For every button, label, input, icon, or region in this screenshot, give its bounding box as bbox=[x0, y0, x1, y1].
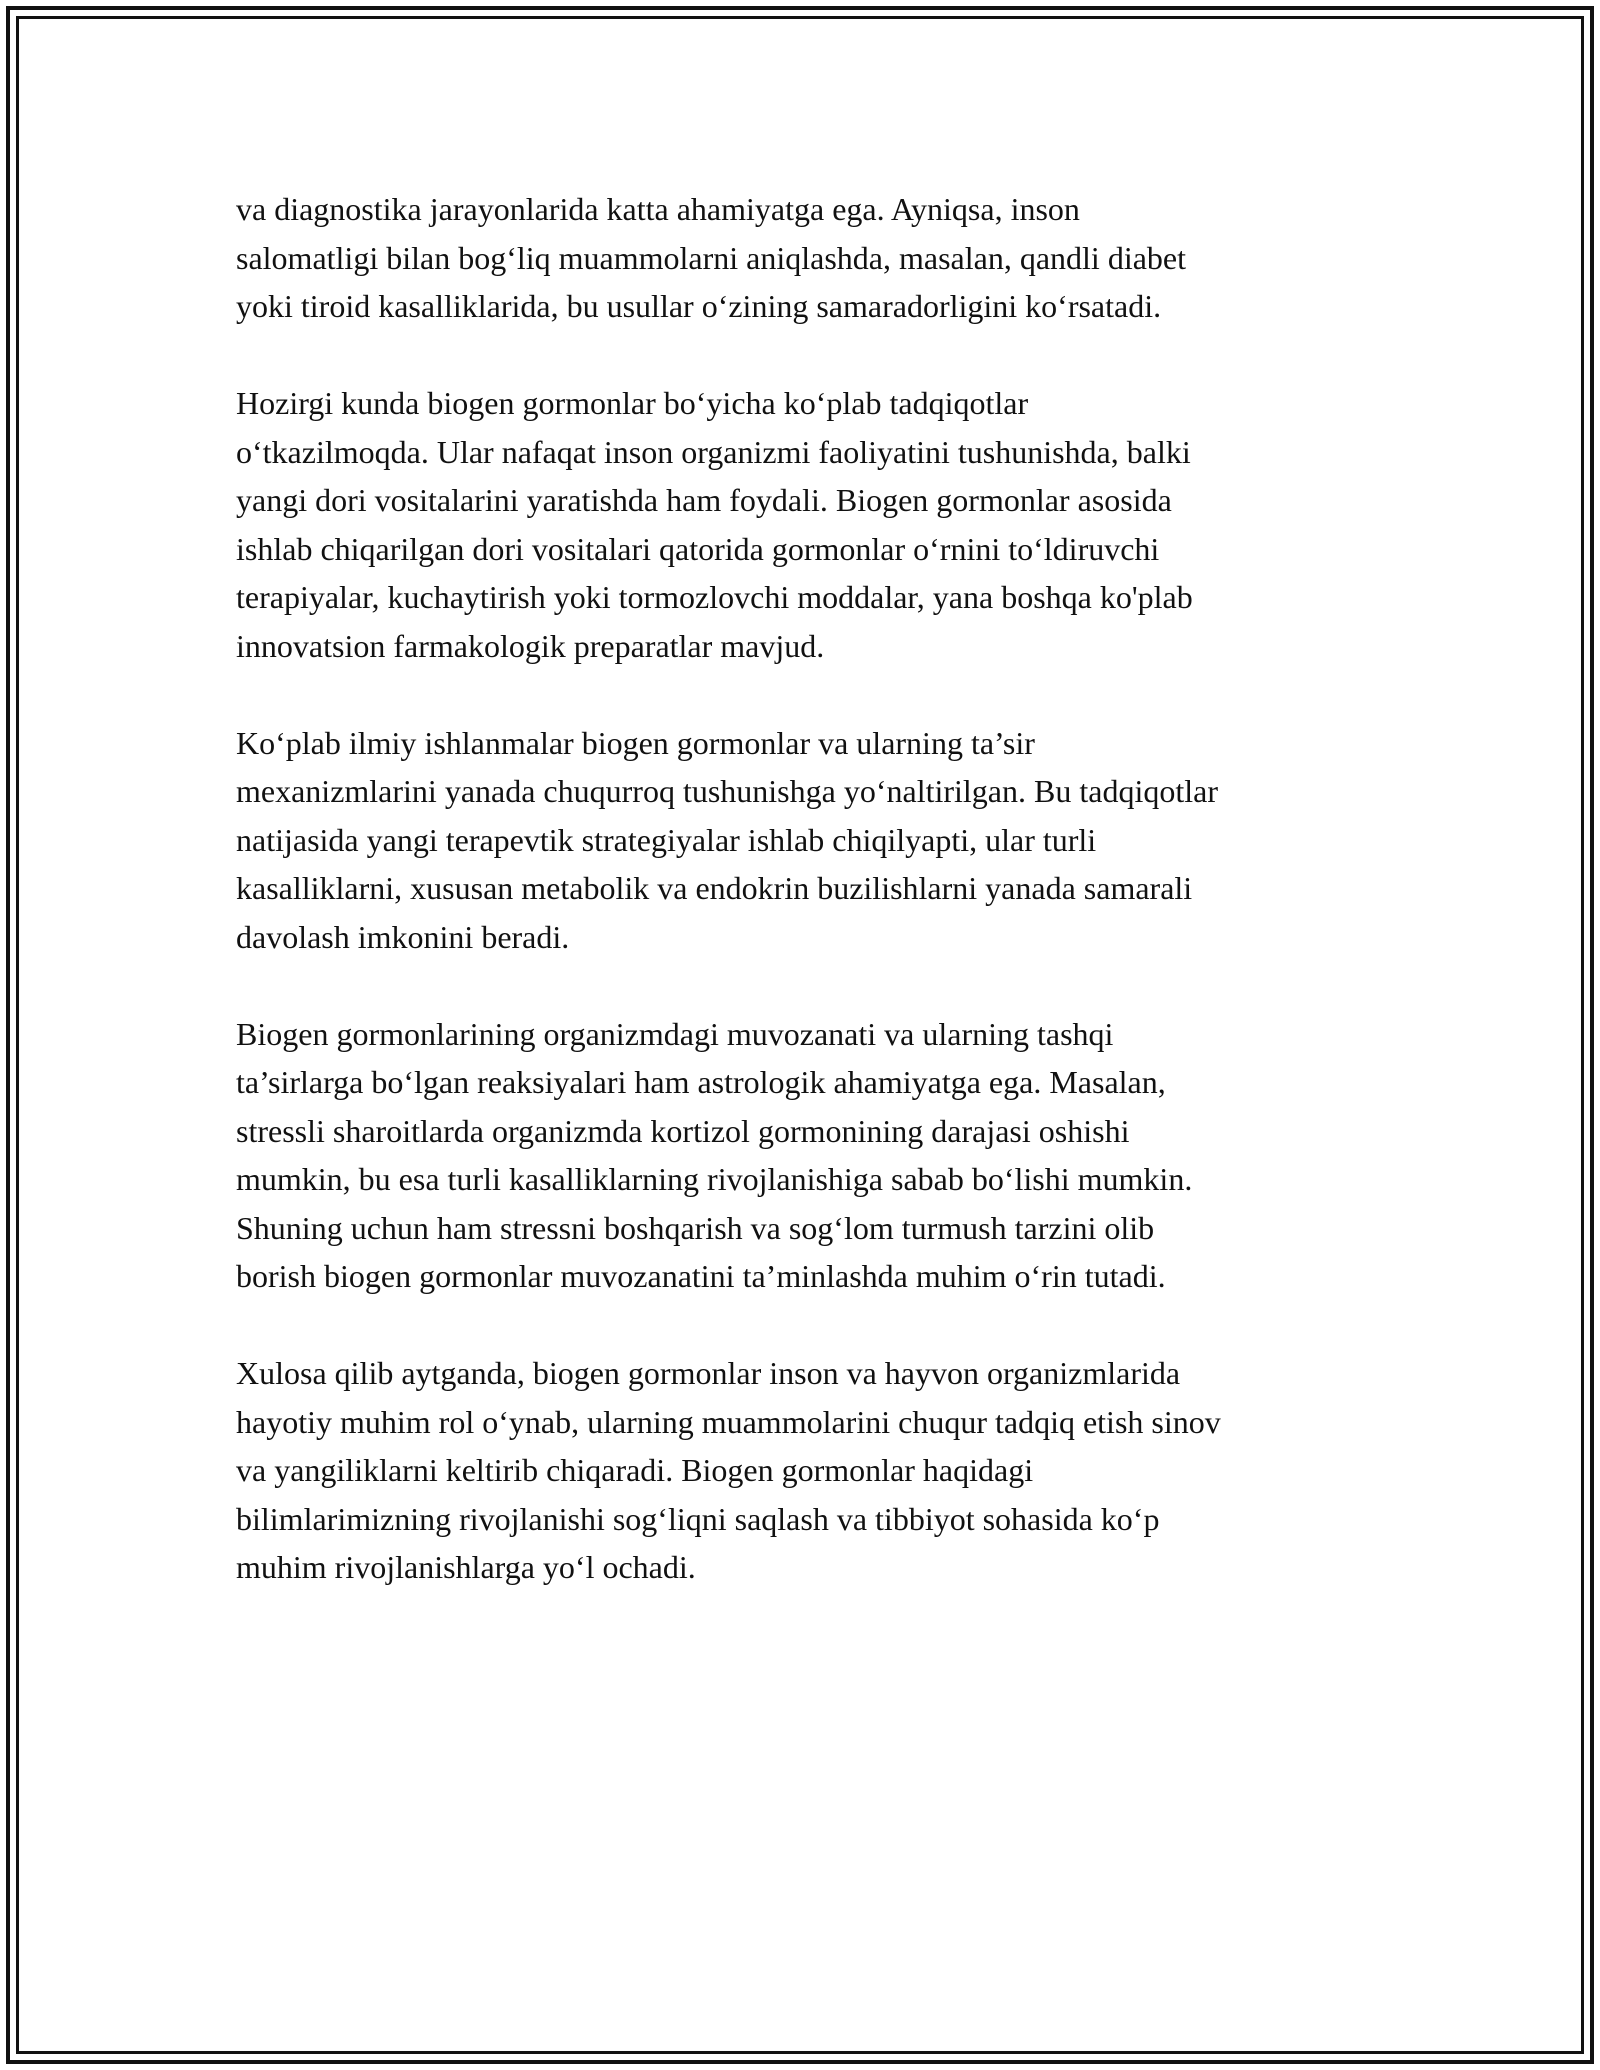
paragraph bbox=[236, 719, 1386, 962]
text-line: Xulosa qilib aytganda, biogen gormonlar inson va hayvon organizmlarida bbox=[236, 1355, 1181, 1391]
text-line: terapiyalar, kuchaytirish yoki tormozlovchi moddalar, yana boshqa ko'plab bbox=[236, 579, 1193, 615]
text-line: va yangiliklarni keltirib chiqaradi. Biogen gormonlar haqidagi bbox=[236, 1452, 1034, 1488]
text-line: ta’sirlarga bo‘lgan reaksiyalari ham astrologik ahamiyatga ega. Masalan, bbox=[236, 1064, 1166, 1100]
text-line: bilimlarimizning rivojlanishi sog‘liqni saqlash va tibbiyot sohasida ko‘p bbox=[236, 1500, 1160, 1537]
text-line: mumkin, bu esa turli kasalliklarning rivojlanishiga sabab bo‘lishi mumkin. bbox=[236, 1161, 1193, 1197]
paragraph bbox=[236, 185, 1386, 331]
text-line: kasalliklarni, xususan metabolik va endokrin buzilishlarni yanada samarali bbox=[236, 870, 1193, 906]
paragraph bbox=[236, 379, 1386, 670]
text-line: Biogen gormonlarining organizmdagi muvozanati va ularning tashqi bbox=[236, 1015, 1114, 1052]
text-line: natijasida yangi terapevtik strategiyalar ishlab chiqilyapti, ular turli bbox=[236, 821, 1097, 858]
document-body bbox=[236, 185, 1386, 1640]
text-line: mexanizmlarini yanada chuqurroq tushunishga yo‘naltirilgan. Bu tadqiqotlar bbox=[236, 773, 1218, 809]
text-line: o‘tkazilmoqda. Ular nafaqat inson organizmi faoliyatini tushunishda, balki bbox=[236, 433, 1191, 470]
text-line: ishlab chiqarilgan dori vositalari qatorida gormonlar o‘rnini to‘ldiruvchi bbox=[236, 530, 1160, 567]
text-line: salomatligi bilan bog‘liq muammolarni aniqlashda, masalan, qandli diabet bbox=[236, 239, 1186, 276]
text-line: borish biogen gormonlar muvozanatini ta’minlashda muhim o‘rin tutadi. bbox=[236, 1258, 1166, 1294]
paragraph bbox=[236, 1010, 1386, 1301]
text-line: muhim rivojlanishlarga yo‘l ochadi. bbox=[236, 1549, 696, 1585]
text-line: Shuning uchun ham stressni boshqarish va sog‘lom turmush tarzini olib bbox=[236, 1209, 1155, 1246]
text-line: innovatsion farmakologik preparatlar mavjud. bbox=[236, 627, 825, 664]
paragraph bbox=[236, 1349, 1386, 1592]
text-line: hayotiy muhim rol o‘ynab, ularning muammolarini chuqur tadqiq etish sinov bbox=[236, 1403, 1221, 1440]
text-line: Hozirgi kunda biogen gormonlar bo‘yicha ko‘plab tadqiqotlar bbox=[236, 385, 1029, 421]
text-line: davolash imkonini beradi. bbox=[236, 918, 570, 955]
text-line: Ko‘plab ilmiy ishlanmalar biogen gormonlar va ularning ta’sir bbox=[236, 724, 1035, 761]
text-line: yoki tiroid kasalliklarida, bu usullar o‘zining samaradorligini ko‘rsatadi. bbox=[236, 288, 1162, 324]
text-line: stressli sharoitlarda organizmda kortizol gormonining darajasi oshishi bbox=[236, 1112, 1130, 1149]
text-line: yangi dori vositalarini yaratishda ham foydali. Biogen gormonlar asosida bbox=[236, 482, 1172, 518]
text-line: va diagnostika jarayonlarida katta ahamiyatga ega. Ayniqsa, inson bbox=[236, 191, 1080, 227]
